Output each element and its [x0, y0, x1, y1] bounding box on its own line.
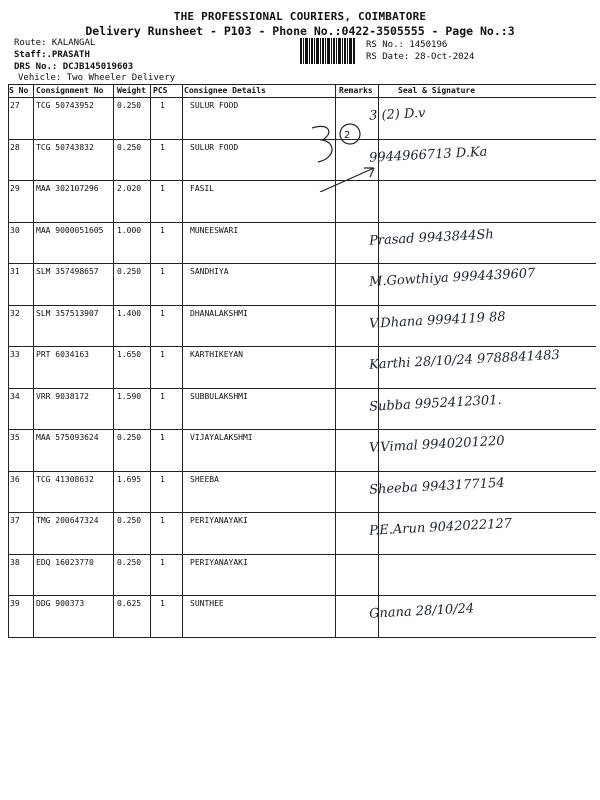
cell-cons: TCG 50743832 [36, 142, 94, 152]
cell-cons: MAA 9000051605 [36, 225, 104, 235]
column-header-s-no: S No [9, 86, 29, 95]
handwritten-signature: 3 (2) D.v [368, 105, 426, 124]
cell-name: SULUR FOOD [190, 142, 239, 152]
handwritten-signature: P.E.Arun 9042022127 [368, 516, 513, 539]
cell-sno: 28 [10, 142, 20, 152]
cell-weight: 0.250 [117, 557, 142, 567]
cell-cons: PRT 6034163 [36, 350, 89, 359]
handwritten-signature: 9944966713 D.Ka [368, 144, 488, 166]
column-divider [113, 84, 114, 637]
runsheet-title: Delivery Runsheet - P103 - Phone No.:0422-3505555 - Page No.:3 [85, 24, 515, 38]
cell-weight: 1.400 [117, 308, 142, 318]
cell-cons: VRR 9038172 [36, 391, 89, 401]
cell-cons: MAA 575093624 [36, 433, 99, 442]
column-header-consignee-details: Consignee Details [184, 86, 266, 95]
cell-cons: TCG 41308632 [36, 474, 94, 484]
column-divider [8, 84, 9, 637]
cell-cons: TCG 50743952 [36, 101, 94, 110]
svg-text:2: 2 [344, 130, 351, 141]
column-divider [182, 84, 183, 637]
cell-weight: 1.000 [117, 225, 142, 235]
cell-cons: MAA 302107296 [36, 184, 99, 193]
barcode-image [300, 38, 355, 64]
cell-sno: 27 [10, 101, 20, 110]
cell-pcs: 1 [160, 433, 165, 442]
cell-name: KARTHIKEYAN [190, 350, 243, 359]
column-header-weight: Weight [117, 86, 146, 95]
cell-name: DHANALAKSHMI [190, 308, 248, 318]
route-label: Route: KALANGAL [14, 38, 96, 48]
cell-sno: 34 [10, 391, 20, 401]
cell-weight: 0.250 [117, 267, 142, 276]
column-divider [33, 84, 34, 637]
cell-pcs: 1 [160, 391, 165, 401]
cell-sno: 30 [10, 225, 20, 235]
table-top-border [8, 84, 596, 85]
cell-cons: TMG 200647324 [36, 516, 99, 525]
handwritten-signature: Karthi 28/10/24 9788841483 [368, 347, 561, 373]
column-header-seal-signature: Seal & Signature [398, 86, 476, 95]
column-header-pcs: PCS [153, 86, 168, 95]
cell-weight: 0.250 [117, 516, 142, 525]
column-header-consignment-no: Consignment No [36, 86, 104, 95]
cell-sno: 38 [10, 557, 20, 567]
cell-weight: 1.695 [117, 474, 142, 484]
handwritten-signature: Subba 9952412301. [368, 392, 502, 415]
cell-name: SUNTHEE [190, 599, 224, 608]
handwritten-signature: Sheeba 9943177154 [368, 475, 505, 498]
table-header-border [8, 97, 596, 98]
cell-weight: 0.625 [117, 599, 142, 608]
cell-name: SULUR FOOD [190, 101, 239, 110]
handwritten-signature: Prasad 9943844Sh [368, 226, 495, 249]
cell-pcs: 1 [160, 557, 165, 567]
vehicle-label: Vehicle: Two Wheeler Delivery [18, 73, 176, 83]
drs-label: DRS No.: DCJB145019603 [14, 62, 134, 72]
cell-pcs: 1 [160, 308, 165, 318]
cell-sno: 29 [10, 184, 20, 193]
cell-name: PERIYANAYAKI [190, 557, 248, 567]
cell-sno: 36 [10, 474, 20, 484]
cell-name: SHEEBA [190, 474, 219, 484]
cell-pcs: 1 [160, 474, 165, 484]
cell-sno: 31 [10, 267, 20, 276]
row-divider [8, 222, 596, 223]
cell-pcs: 1 [160, 516, 165, 525]
column-divider [150, 84, 151, 637]
cell-weight: 0.250 [117, 101, 142, 110]
cell-name: VIJAYALAKSHMI [190, 433, 253, 442]
cell-pcs: 1 [160, 225, 165, 235]
cell-weight: 1.650 [117, 350, 142, 359]
cell-weight: 1.590 [117, 391, 142, 401]
cell-weight: 2.020 [117, 184, 142, 193]
cell-weight: 0.250 [117, 433, 142, 442]
cell-name: PERIYANAYAKI [190, 516, 248, 525]
cell-sno: 37 [10, 516, 20, 525]
row-divider [8, 595, 596, 596]
cell-name: MUNEESWARI [190, 225, 239, 235]
cell-pcs: 1 [160, 101, 165, 110]
cell-name: SANDHIYA [190, 267, 229, 276]
cell-pcs: 1 [160, 142, 165, 152]
cell-pcs: 1 [160, 267, 165, 276]
cell-name: FASIL [190, 184, 215, 193]
handwritten-signature: V.Dhana 9994119 88 [368, 309, 506, 332]
cell-cons: SLM 357498657 [36, 267, 99, 276]
cell-pcs: 1 [160, 599, 165, 608]
cell-pcs: 1 [160, 350, 165, 359]
cell-sno: 33 [10, 350, 20, 359]
handwritten-signature: V.Vimal 9940201220 [368, 433, 505, 456]
cell-sno: 39 [10, 599, 20, 608]
rs-date: RS Date: 28-Oct-2024 [366, 52, 475, 62]
cell-pcs: 1 [160, 184, 165, 193]
cell-sno: 35 [10, 433, 20, 442]
cell-sno: 32 [10, 308, 20, 318]
cell-cons: DDG 900373 [36, 599, 85, 608]
cell-cons: SLM 357513907 [36, 308, 99, 318]
rs-number: RS No.: 1450196 [366, 40, 448, 50]
column-header-remarks: Remarks [339, 86, 373, 95]
cell-name: SUBBULAKSHMI [190, 391, 248, 401]
company-title: THE PROFESSIONAL COURIERS, COIMBATORE [173, 10, 427, 23]
staff-label: Staff:.PRASATH [14, 50, 90, 60]
cell-cons: EDQ 16023770 [36, 557, 94, 567]
handwritten-signature: M.Gowthiya 9994439607 [368, 266, 536, 290]
cell-weight: 0.250 [117, 142, 142, 152]
handwritten-annotation [300, 122, 380, 192]
handwritten-signature: Gnana 28/10/24 [368, 601, 475, 622]
